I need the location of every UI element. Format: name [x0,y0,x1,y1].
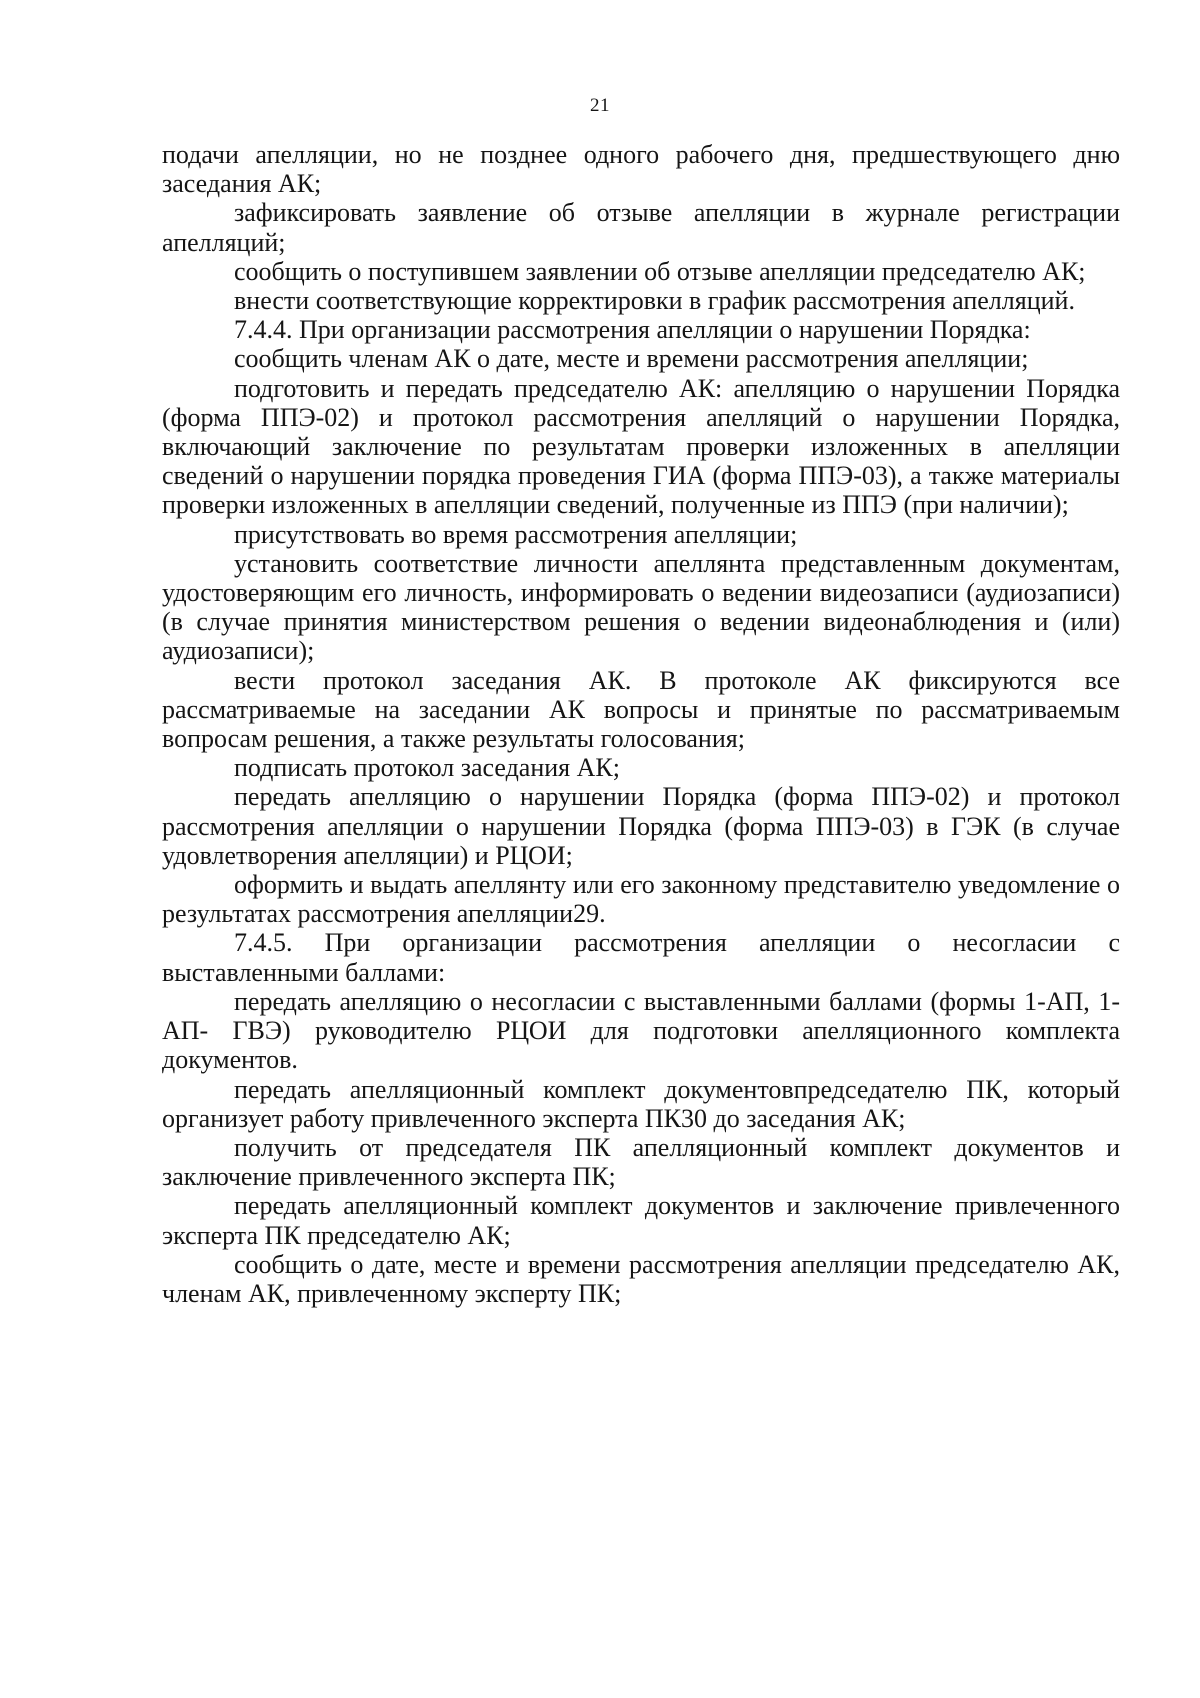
paragraph: 7.4.5. При организации рассмотрения апелляции о несогласии с выставленными баллами: [162,928,1120,987]
paragraph: оформить и выдать апеллянту или его законному представителю уведомление о результатах рассмотрения апелляции29. [162,870,1120,929]
paragraph: сообщить о дате, месте и времени рассмотрения апелляции председателю АК, членам АК, привлеченному эксперту ПК; [162,1249,1120,1308]
paragraph: передать апелляционный комплект документовпредседателю ПК, который организует работу привлеченного эксперта ПК30 до заседания АК; [162,1074,1120,1133]
document-body [162,140,1120,1308]
paragraph: подписать протокол заседания АК; [234,753,620,783]
paragraph: передать апелляцию о нарушении Порядка (форма ППЭ-02) и протокол рассмотрения апелляции о нарушении Порядка (форма ППЭ-03) в ГЭК (в случае удовлетворения апелляции) и РЦОИ; [162,782,1120,870]
paragraph: вести протокол заседания АК. В протоколе АК фиксируются все рассматриваемые на заседании АК вопросы и принятые по рассматриваемым вопросам решения, а также результаты голосования; [162,665,1120,754]
paragraph: внести соответствующие корректировки в график рассмотрения апелляций. [234,286,1075,316]
paragraph: установить соответствие личности апеллянта представленным документам, удостоверяющим его личность, информировать о ведении видеозаписи (аудиозаписи) (в случае принятия министерством решения о ведении видеонаблюдения и (или) аудиозаписи); [162,548,1120,666]
paragraph: передать апелляцию о несогласии с выставленными баллами (формы 1-АП, 1-АП- ГВЭ) руководителю РЦОИ для подготовки апелляционного комплекта документов. [162,986,1120,1075]
page-number: 21 [590,95,610,116]
paragraph: зафиксировать заявление об отзыве апелляции в журнале регистрации апелляций; [162,198,1120,257]
paragraph: сообщить членам АК о дате, месте и времени рассмотрения апелляции; [234,344,1029,374]
paragraph: сообщить о поступившем заявлении об отзыве апелляции председателю АК; [234,256,1086,286]
paragraph: присутствовать во время рассмотрения апелляции; [234,519,798,549]
paragraph: подачи апелляции, но не позднее одного рабочего дня, предшествующего дню заседания АК; [162,140,1120,199]
paragraph: подготовить и передать председателю АК: апелляцию о нарушении Порядка (форма ППЭ-02) и протокол рассмотрения апелляций о нарушении Порядка, включающий заключение по результатам проверки изложенных в апелляции сведений о нарушении порядка проведения ГИА (форма ППЭ-03), а также материалы проверки изложенных в апелляции сведений, полученные из ППЭ (при наличии); [162,373,1120,520]
paragraph: получить от председателя ПК апелляционный комплект документов и заключение привлеченного эксперта ПК; [162,1132,1120,1192]
paragraph: передать апелляционный комплект документов и заключение привлеченного эксперта ПК председателю АК; [162,1191,1120,1250]
paragraph: 7.4.4. При организации рассмотрения апелляции о нарушении Порядка: [234,315,1031,345]
